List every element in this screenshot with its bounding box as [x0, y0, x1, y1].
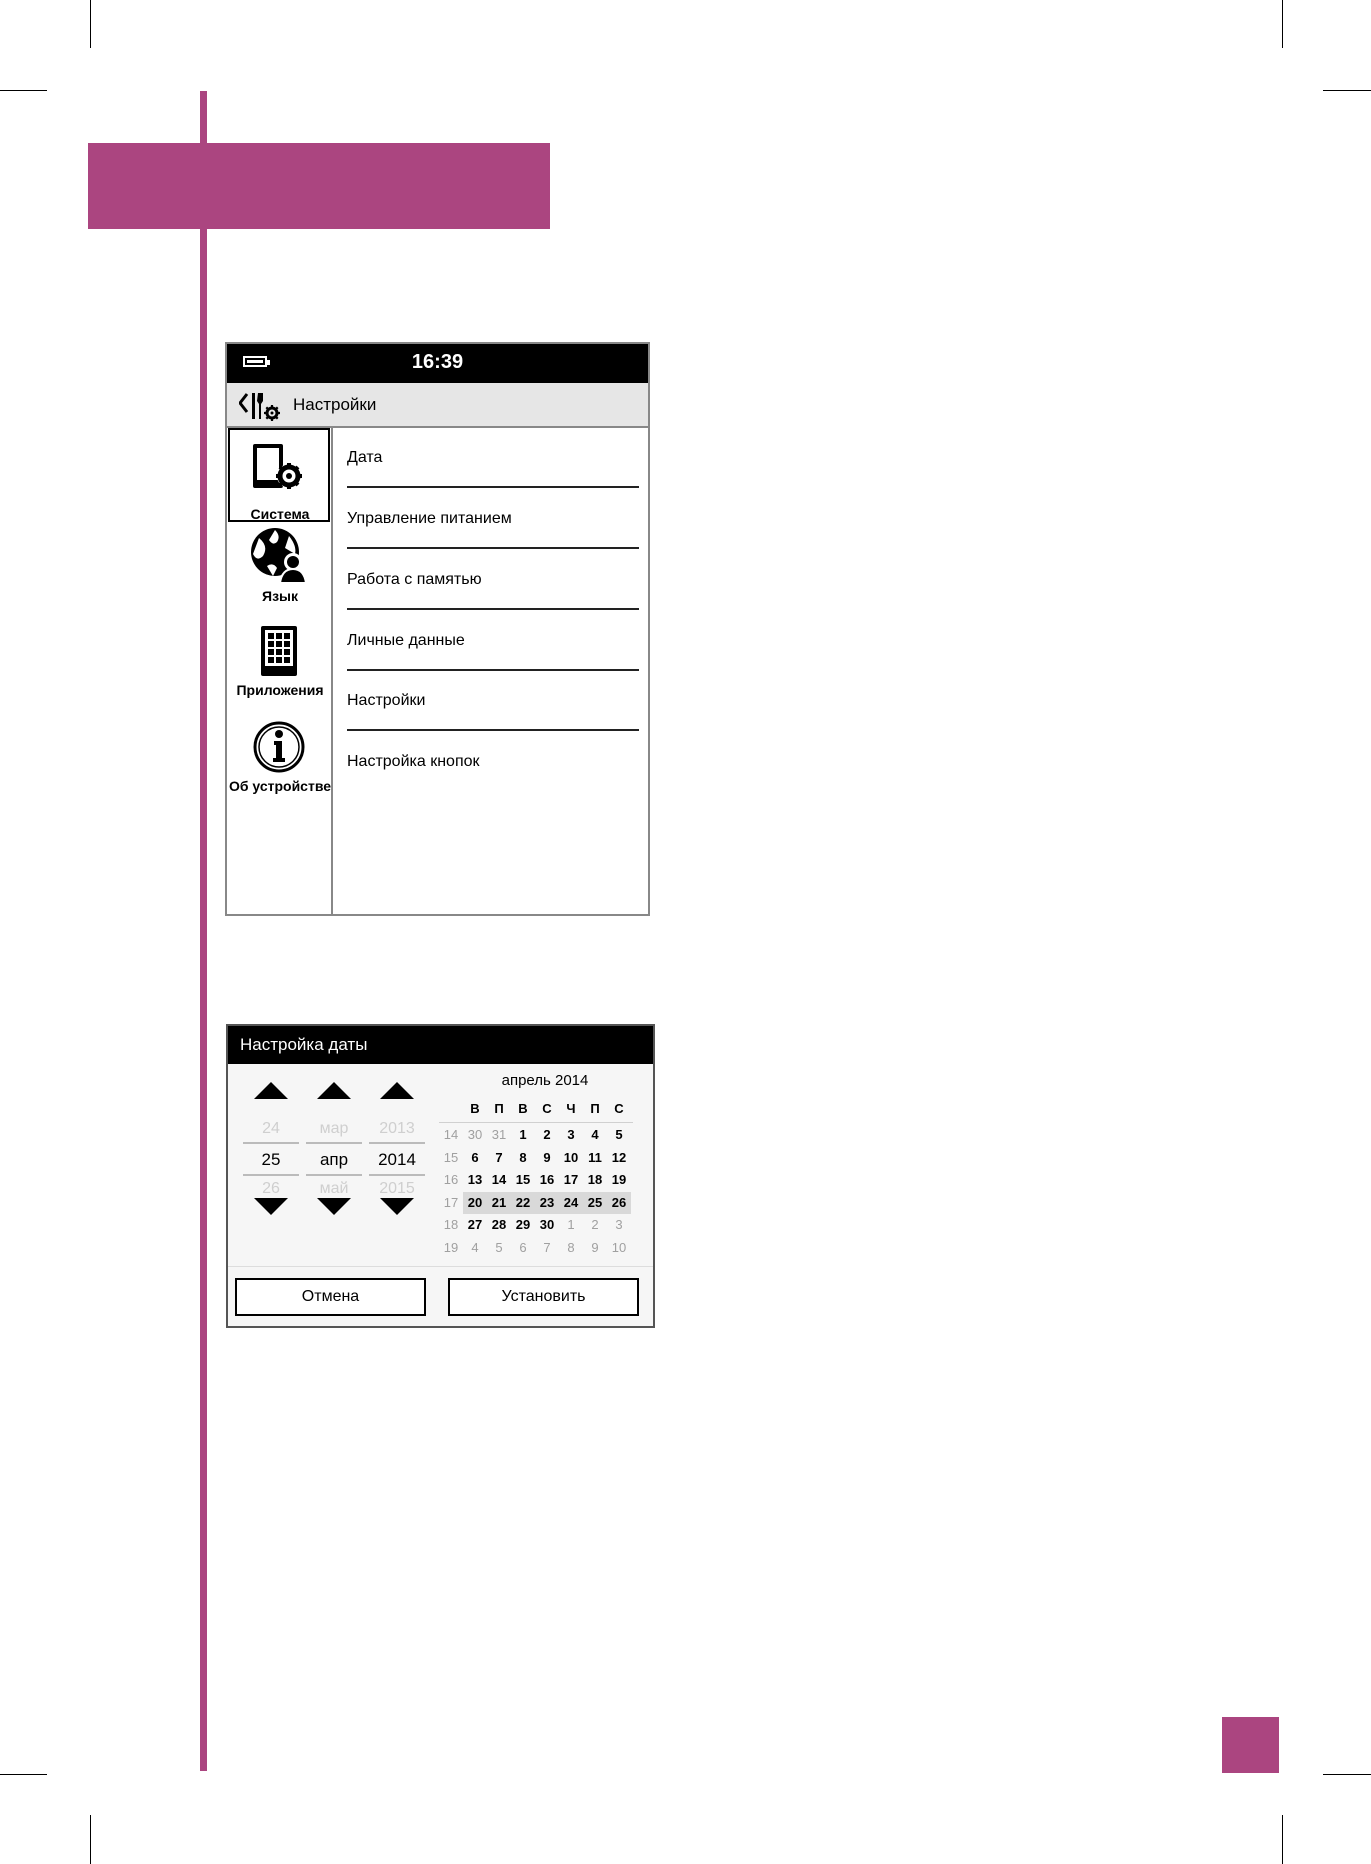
- menu-item-label: Личные данные: [347, 632, 465, 649]
- weekday-label: П: [590, 1101, 600, 1116]
- crop-mark: [0, 1774, 47, 1775]
- sidebar-item-apps[interactable]: [228, 620, 330, 714]
- month-current: апр: [319, 1150, 349, 1169]
- menu-item-memory[interactable]: [347, 551, 639, 610]
- wheel-divider: [369, 1142, 425, 1144]
- month-prev: мар: [319, 1120, 349, 1137]
- wheel-divider: [306, 1142, 362, 1144]
- week-number: 18: [443, 1217, 459, 1232]
- accent-vertical-rule: [200, 91, 207, 1771]
- sidebar-item-language[interactable]: [228, 524, 330, 618]
- accent-header-band: [88, 143, 550, 229]
- apps-grid-icon: [259, 624, 299, 678]
- calendar-day[interactable]: 31: [491, 1127, 507, 1142]
- crop-mark: [90, 0, 91, 48]
- calendar-day[interactable]: 4: [471, 1239, 479, 1255]
- arrow-up-icon[interactable]: [254, 1082, 288, 1099]
- crop-mark: [1323, 1774, 1371, 1775]
- calendar-day[interactable]: 15: [515, 1172, 531, 1187]
- calendar-day[interactable]: 12: [611, 1149, 627, 1165]
- wheel-divider: [243, 1174, 299, 1176]
- sidebar-item-about[interactable]: [228, 716, 330, 810]
- week-number: 16: [443, 1172, 459, 1187]
- status-time: 16:39: [411, 351, 464, 373]
- menu-item-label: Дата: [347, 449, 383, 466]
- menu-item-label: Настройки: [347, 692, 426, 709]
- calendar-day[interactable]: 9: [591, 1239, 599, 1255]
- crop-mark: [1323, 90, 1371, 91]
- menu-item-personal[interactable]: [347, 612, 639, 671]
- crop-mark: [1282, 0, 1283, 48]
- month-next: май: [319, 1180, 349, 1197]
- calendar-day[interactable]: 8: [567, 1239, 575, 1255]
- week-number: 17: [443, 1194, 459, 1210]
- screen-header: [227, 383, 648, 428]
- calendar-day[interactable]: 23: [535, 1192, 559, 1214]
- calendar-day[interactable]: 5: [615, 1127, 623, 1142]
- calendar-day[interactable]: 10: [611, 1239, 627, 1255]
- calendar-day[interactable]: 1: [519, 1127, 527, 1142]
- calendar-day[interactable]: 1: [567, 1217, 575, 1232]
- calendar-day[interactable]: 5: [495, 1239, 503, 1255]
- calendar-day[interactable]: 19: [611, 1172, 627, 1187]
- calendar-day[interactable]: 3: [615, 1217, 623, 1232]
- calendar-day[interactable]: 11: [588, 1149, 602, 1165]
- calendar-day[interactable]: 9: [543, 1149, 551, 1165]
- calendar-day[interactable]: 27: [467, 1217, 483, 1232]
- calendar-day[interactable]: 3: [567, 1127, 575, 1142]
- menu-item-date[interactable]: [347, 429, 639, 488]
- settings-sidebar: [227, 428, 333, 916]
- weekday-label: С: [542, 1101, 552, 1116]
- calendar-day[interactable]: 7: [495, 1149, 503, 1165]
- sidebar-item-label: Система: [250, 506, 310, 522]
- menu-item-label: Работа с памятью: [347, 571, 482, 588]
- calendar-day[interactable]: 18: [587, 1172, 603, 1187]
- menu-item-label: Управление питанием: [347, 510, 512, 527]
- calendar-day[interactable]: 2: [543, 1127, 551, 1142]
- calendar-day[interactable]: 10: [563, 1149, 579, 1165]
- arrow-down-icon[interactable]: [254, 1198, 288, 1215]
- arrow-down-icon[interactable]: [380, 1198, 414, 1215]
- calendar-day[interactable]: 14: [491, 1172, 507, 1187]
- calendar-day[interactable]: 6: [471, 1149, 479, 1165]
- weekday-label: В: [518, 1101, 528, 1116]
- page-number-block: [1222, 1717, 1279, 1773]
- day-current: 25: [261, 1150, 281, 1169]
- dialog-separator: [228, 1266, 653, 1267]
- calendar-day[interactable]: 24: [559, 1192, 583, 1214]
- settings-screen: [225, 342, 650, 916]
- menu-item-power[interactable]: [347, 490, 639, 549]
- crop-mark: [90, 1815, 91, 1864]
- calendar-day[interactable]: 25: [583, 1192, 607, 1214]
- device-settings-icon: [249, 442, 309, 494]
- back-settings-icon[interactable]: [239, 391, 285, 421]
- calendar-day[interactable]: 8: [519, 1149, 527, 1165]
- screen-title: Настройки: [293, 395, 377, 414]
- calendar-day[interactable]: 7: [543, 1239, 551, 1255]
- calendar-day[interactable]: 22: [511, 1192, 535, 1214]
- calendar-day[interactable]: 21: [487, 1192, 511, 1214]
- weekday-label: Ч: [566, 1101, 576, 1116]
- week-number: 19: [443, 1239, 459, 1255]
- calendar-day[interactable]: 29: [515, 1217, 531, 1232]
- calendar-day[interactable]: 28: [491, 1217, 507, 1232]
- calendar-day[interactable]: 17: [563, 1172, 579, 1187]
- day-next: 26: [262, 1180, 280, 1197]
- menu-item-settings[interactable]: [347, 672, 639, 731]
- set-button[interactable]: Установить: [448, 1278, 639, 1316]
- globe-user-icon: [249, 526, 309, 584]
- week-number: 15: [443, 1149, 459, 1165]
- day-prev: 24: [262, 1120, 280, 1137]
- calendar-day[interactable]: 16: [539, 1172, 555, 1187]
- calendar-day[interactable]: 13: [467, 1172, 483, 1187]
- menu-item-label: Настройка кнопок: [347, 753, 480, 770]
- calendar-day[interactable]: 26: [607, 1192, 631, 1214]
- sidebar-item-label: Приложения: [236, 682, 324, 698]
- arrow-down-icon[interactable]: [317, 1198, 351, 1215]
- menu-item-buttons[interactable]: [347, 733, 639, 792]
- weekday-label: В: [470, 1101, 480, 1116]
- wheel-divider: [243, 1142, 299, 1144]
- cancel-button[interactable]: Отмена: [235, 1278, 426, 1316]
- calendar-day[interactable]: 6: [519, 1239, 527, 1255]
- year-current: 2014: [378, 1150, 416, 1169]
- arrow-up-icon[interactable]: [317, 1082, 351, 1099]
- crop-mark: [0, 90, 47, 91]
- calendar-month-label: апрель 2014: [501, 1072, 589, 1089]
- sidebar-item-label: Об устройстве: [228, 778, 332, 794]
- week-number: 14: [443, 1127, 459, 1142]
- weekday-label: П: [494, 1101, 504, 1116]
- sidebar-item-label: Язык: [262, 588, 298, 604]
- calendar-day[interactable]: 4: [591, 1127, 599, 1142]
- calendar-day[interactable]: 30: [467, 1127, 483, 1142]
- sidebar-item-system[interactable]: [228, 428, 330, 522]
- year-next: 2015: [379, 1180, 415, 1197]
- crop-mark: [1282, 1815, 1283, 1864]
- info-icon: [252, 720, 306, 774]
- month-wheel[interactable]: [306, 1026, 362, 1197]
- weekday-label: С: [614, 1101, 624, 1116]
- dialog-title: Настройка даты: [240, 1035, 368, 1054]
- calendar-day[interactable]: 20: [463, 1192, 487, 1214]
- status-bar: [227, 344, 648, 383]
- calendar-divider: [439, 1122, 633, 1123]
- year-prev: 2013: [379, 1120, 415, 1137]
- year-wheel[interactable]: [369, 1026, 425, 1197]
- wheel-divider: [306, 1174, 362, 1176]
- day-wheel[interactable]: [243, 1026, 299, 1197]
- wheel-divider: [369, 1174, 425, 1176]
- arrow-up-icon[interactable]: [380, 1082, 414, 1099]
- calendar-day[interactable]: 30: [539, 1217, 555, 1232]
- calendar-day[interactable]: 2: [591, 1217, 599, 1232]
- date-dialog: [226, 1024, 655, 1328]
